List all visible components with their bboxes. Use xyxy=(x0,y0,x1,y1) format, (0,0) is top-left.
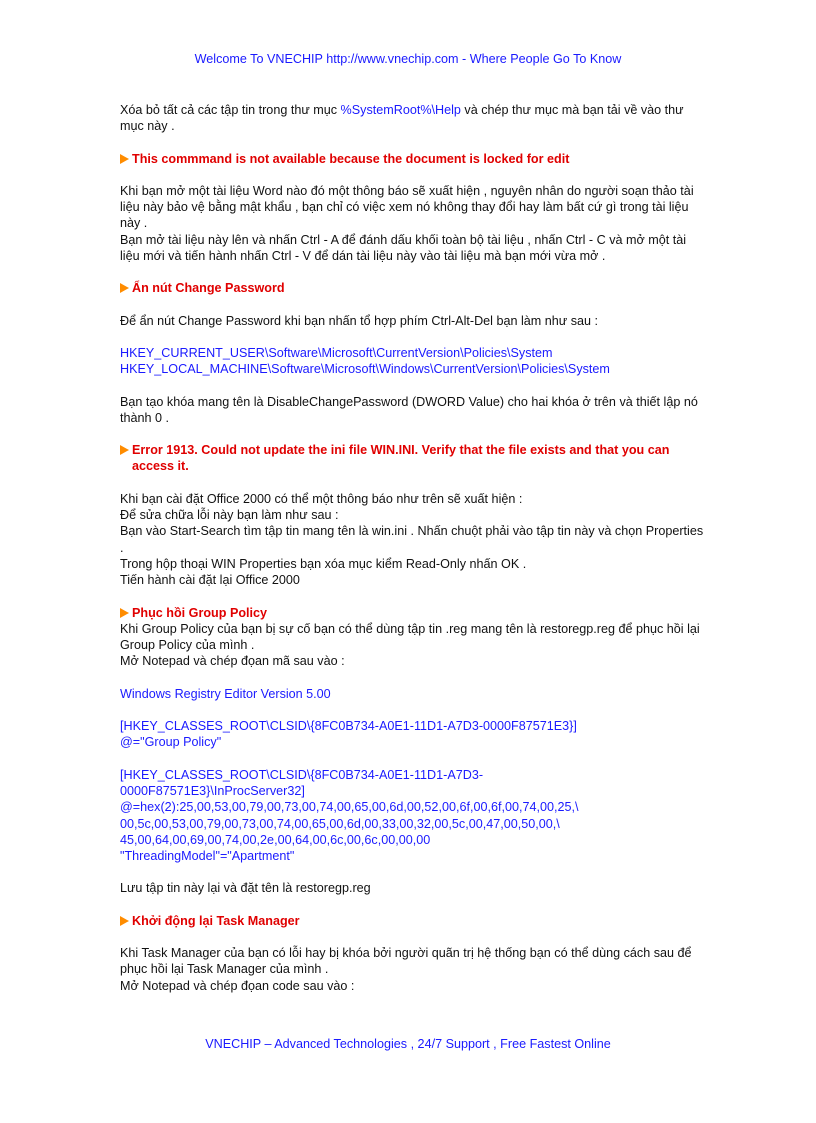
code-line: [HKEY_CLASSES_ROOT\CLSID\{8FC0B734-A0E1-11D1-A7D3- xyxy=(120,767,484,782)
code-line: @="Group Policy" xyxy=(120,735,222,750)
heading-text: Error 1913. Could not update the ini file WIN.INI. Verify that the file exists and that you can access it. xyxy=(132,443,670,474)
registry-key: HKEY_CURRENT_USER\Software\Microsoft\CurrentVersion\Policies\System xyxy=(120,345,553,360)
code-line: 0000F87571E3}\InProcServer32] xyxy=(120,783,305,798)
paragraph: Tiến hành cài đặt lại Office 2000 xyxy=(120,573,300,588)
section-heading-change-password xyxy=(120,280,704,296)
code-line: 45,00,64,00,69,00,74,00,2e,00,64,00,6c,00,6c,00,00,00 xyxy=(120,832,431,847)
code-line: Windows Registry Editor Version 5.00 xyxy=(120,686,331,701)
paragraph: Trong hộp thoại WIN Properties bạn xóa mục kiểm Read-Only nhấn OK . xyxy=(120,556,527,571)
paragraph: Để sửa chữa lỗi này bạn làm như sau : xyxy=(120,508,339,523)
intro-paragraph xyxy=(120,102,704,135)
intro-text-end: và chép thư mục mà bạn tải về vào thư mục này . xyxy=(120,103,684,134)
section-heading-task-manager xyxy=(120,913,704,929)
paragraph: Khi Group Policy của bạn bị sự cố bạn có thể dùng tập tin .reg mang tên là restoregp.reg để phục hồi lại Group Policy của mình . xyxy=(120,621,700,653)
code-line: @=hex(2):25,00,53,00,79,00,73,00,74,00,65,00,6d,00,52,00,6f,00,6f,00,74,00,25,\ xyxy=(120,800,579,815)
heading-text: Phục hồi Group Policy xyxy=(132,605,268,620)
paragraph: Mở Notepad và chép đọan mã sau vào : xyxy=(120,654,345,669)
arrow-bullet-icon xyxy=(120,608,129,618)
section-heading-group-policy xyxy=(120,605,704,621)
paragraph: Khi Task Manager của bạn có lỗi hay bị khóa bởi người quãn trị hệ thống bạn có thể dùng cách sau để phục hồi lại Task Manager của mình . xyxy=(120,945,692,977)
paragraph: Khi bạn mở một tài liệu Word nào đó một thông báo sẽ xuất hiện , nguyên nhân do người soạn thảo tài liệu này bảo vệ bằng mật khẩu , bạn chỉ có việc xem nó không thay đổi hay làm bất cứ gì trong tài liệu này . xyxy=(120,183,694,231)
paragraph: Bạn tạo khóa mang tên là DisableChangePassword (DWORD Value) cho hai khóa ở trên và thiết lập nó thành 0 . xyxy=(120,394,698,425)
section-heading-error-1913 xyxy=(120,442,704,475)
section-heading-locked-document xyxy=(120,151,704,167)
paragraph: Bạn vào Start-Search tìm tập tin mang tên là win.ini . Nhấn chuột phải vào tập tin này và chọn Properties . xyxy=(120,524,704,555)
paragraph: Mở Notepad và chép đọan code sau vào : xyxy=(120,978,355,993)
paragraph: Lưu tập tin này lại và đặt tên là restoregp.reg xyxy=(120,881,371,896)
heading-text: Ẩn nút Change Password xyxy=(132,281,285,296)
code-line: 00,5c,00,53,00,79,00,73,00,74,00,65,00,6d,00,33,00,32,00,5c,00,47,00,50,00,\ xyxy=(120,816,560,831)
heading-text: Khởi động lại Task Manager xyxy=(132,913,300,928)
arrow-bullet-icon xyxy=(120,916,129,926)
arrow-bullet-icon xyxy=(120,283,129,293)
heading-text: This commmand is not available because the document is locked for edit xyxy=(132,151,570,166)
arrow-bullet-icon xyxy=(120,445,129,455)
document-body xyxy=(120,102,704,994)
code-line: [HKEY_CLASSES_ROOT\CLSID\{8FC0B734-A0E1-11D1-A7D3-0000F87571E3}] xyxy=(120,719,577,734)
paragraph: Khi bạn cài đặt Office 2000 có thể một thông báo như trên sẽ xuất hiện : xyxy=(120,491,523,506)
arrow-bullet-icon xyxy=(120,154,129,164)
page-header: Welcome To VNECHIP http://www.vnechip.com - Where People Go To Know xyxy=(194,52,622,66)
paragraph: Để ẩn nút Change Password khi bạn nhấn tổ hợp phím Ctrl-Alt-Del bạn làm như sau : xyxy=(120,313,599,328)
paragraph: Bạn mở tài liệu này lên và nhấn Ctrl - A để đánh dấu khối toàn bộ tài liệu , nhấn Ctrl - C và mở một tài liệu mới và tiến hành nhấn Ctrl - V để dán tài liệu này vào tài liệu mà bạn mới vừa mở . xyxy=(120,232,687,264)
intro-text: Xóa bỏ tất cả các tập tin trong thư mục xyxy=(120,103,341,117)
help-folder-path: %SystemRoot%\Help xyxy=(340,103,461,117)
page-footer: VNECHIP – Advanced Technologies , 24/7 Support , Free Fastest Online xyxy=(205,1037,611,1051)
code-line: "ThreadingModel"="Apartment" xyxy=(120,849,295,864)
registry-key: HKEY_LOCAL_MACHINE\Software\Microsoft\Windows\CurrentVersion\Policies\System xyxy=(120,362,610,377)
